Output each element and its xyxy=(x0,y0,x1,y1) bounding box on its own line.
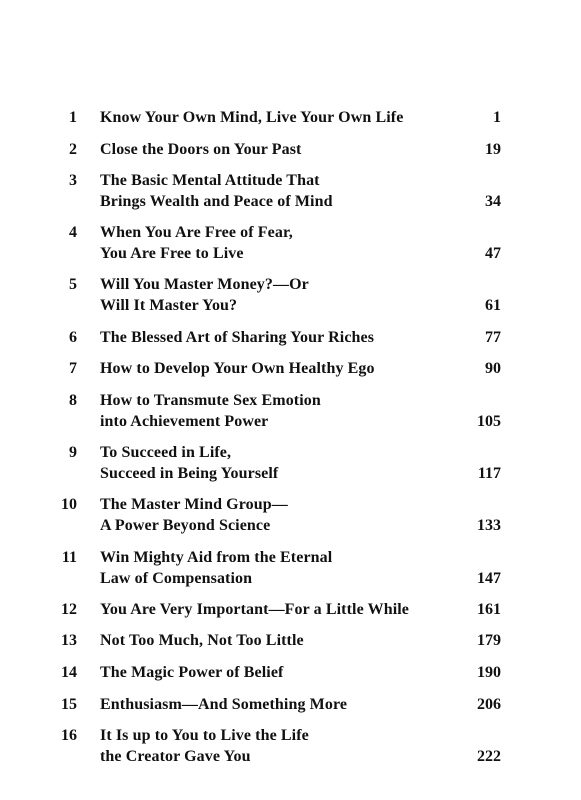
chapter-title-line: Succeed in Being Yourself xyxy=(100,465,279,482)
chapter-title xyxy=(100,390,460,432)
toc-entry xyxy=(0,662,581,683)
chapter-title-line: Law of Compensation xyxy=(100,570,253,587)
toc-entry xyxy=(0,494,581,536)
chapter-number: 1 xyxy=(69,109,77,126)
toc-entry xyxy=(0,442,581,484)
chapter-title-line: The Master Mind Group— xyxy=(100,496,288,513)
toc-entry xyxy=(0,358,581,379)
chapter-title xyxy=(100,442,460,484)
chapter-title xyxy=(100,725,460,767)
toc-entry xyxy=(0,630,581,651)
chapter-number: 3 xyxy=(69,172,77,189)
page-number: 61 xyxy=(485,297,501,314)
chapter-title xyxy=(100,327,460,348)
chapter-title xyxy=(100,139,460,160)
chapter-title xyxy=(100,630,460,651)
chapter-title-line: Know Your Own Mind, Live Your Own Life xyxy=(100,109,404,126)
chapter-title xyxy=(100,274,460,316)
chapter-title-line: The Magic Power of Belief xyxy=(100,664,284,681)
chapter-title-line: To Succeed in Life, xyxy=(100,444,232,461)
chapter-number: 10 xyxy=(61,496,77,513)
chapter-title-line: Win Mighty Aid from the Eternal xyxy=(100,549,333,566)
page-number: 161 xyxy=(477,601,501,618)
toc-entry xyxy=(0,725,581,767)
chapter-number: 4 xyxy=(69,224,77,241)
chapter-title-line: Enthusiasm—And Something More xyxy=(100,696,348,713)
chapter-title xyxy=(100,222,460,264)
chapter-title xyxy=(100,547,460,589)
chapter-title-line: You Are Very Important—For a Little While xyxy=(100,601,409,618)
toc-entry xyxy=(0,327,581,348)
toc-entry xyxy=(0,170,581,212)
chapter-title xyxy=(100,107,460,128)
chapter-number: 12 xyxy=(61,601,77,618)
chapter-number: 9 xyxy=(69,444,77,461)
page-number: 222 xyxy=(477,748,501,765)
page-number: 77 xyxy=(485,329,501,346)
chapter-title-line: A Power Beyond Science xyxy=(100,517,271,534)
toc-entry xyxy=(0,547,581,589)
chapter-title-line: Will You Master Money?—Or xyxy=(100,276,309,293)
page-number: 1 xyxy=(493,109,501,126)
chapter-number: 8 xyxy=(69,392,77,409)
chapter-title-line: When You Are Free of Fear, xyxy=(100,224,293,241)
toc-entry xyxy=(0,107,581,128)
chapter-title xyxy=(100,494,460,536)
chapter-number: 14 xyxy=(61,664,77,681)
chapter-title-line: How to Develop Your Own Healthy Ego xyxy=(100,360,375,377)
chapter-number: 2 xyxy=(69,141,77,158)
chapter-title xyxy=(100,694,460,715)
chapter-title xyxy=(100,662,460,683)
toc-entry xyxy=(0,274,581,316)
chapter-title xyxy=(100,358,460,379)
page-number: 190 xyxy=(477,664,501,681)
chapter-title xyxy=(100,599,460,620)
chapter-title-line: Not Too Much, Not Too Little xyxy=(100,632,304,649)
toc-entry xyxy=(0,139,581,160)
chapter-title-line: How to Transmute Sex Emotion xyxy=(100,392,321,409)
page-number: 19 xyxy=(485,141,501,158)
page-number: 147 xyxy=(477,570,501,587)
chapter-title-line: The Blessed Art of Sharing Your Riches xyxy=(100,329,375,346)
toc-entry xyxy=(0,222,581,264)
chapter-title-line: the Creator Gave You xyxy=(100,748,251,765)
chapter-title xyxy=(100,170,460,212)
chapter-number: 6 xyxy=(69,329,77,346)
page-number: 179 xyxy=(477,632,501,649)
chapter-number: 11 xyxy=(61,549,77,566)
page-number: 105 xyxy=(477,413,501,430)
page-number: 47 xyxy=(485,245,501,262)
chapter-title-line: Brings Wealth and Peace of Mind xyxy=(100,193,333,210)
toc-entry xyxy=(0,694,581,715)
toc-entry xyxy=(0,390,581,432)
page-number: 117 xyxy=(477,465,501,482)
page-number: 90 xyxy=(485,360,501,377)
chapter-number: 13 xyxy=(61,632,77,649)
chapter-title-line: It Is up to You to Live the Life xyxy=(100,727,309,744)
chapter-title-line: Close the Doors on Your Past xyxy=(100,141,302,158)
page-number: 34 xyxy=(485,193,501,210)
chapter-number: 7 xyxy=(69,360,77,377)
chapter-number: 5 xyxy=(69,276,77,293)
chapter-title-line: into Achievement Power xyxy=(100,413,269,430)
chapter-number: 15 xyxy=(61,696,77,713)
chapter-number: 16 xyxy=(61,727,77,744)
chapter-title-line: Will It Master You? xyxy=(100,297,238,314)
page-number: 206 xyxy=(477,696,501,713)
page-number: 133 xyxy=(477,517,501,534)
toc-entry xyxy=(0,599,581,620)
chapter-title-line: You Are Free to Live xyxy=(100,245,244,262)
chapter-title-line: The Basic Mental Attitude That xyxy=(100,172,320,189)
